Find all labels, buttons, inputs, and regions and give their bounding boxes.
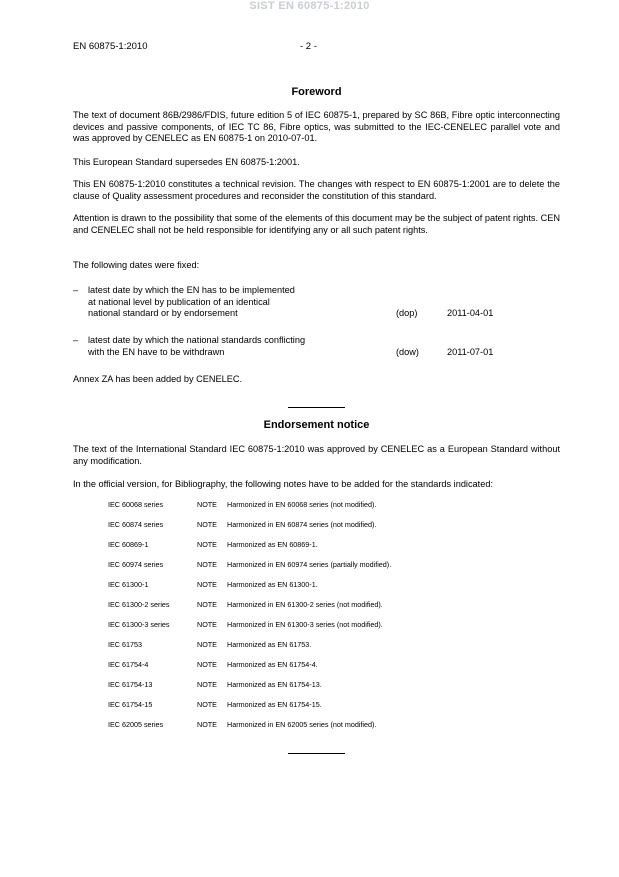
list-item — [108, 597, 528, 617]
list-item — [108, 697, 528, 717]
standard-id: IEC 61300-3 series — [108, 620, 170, 629]
note-text: Harmonized as EN 61754-4. — [227, 660, 318, 669]
date-code: (dop) — [396, 308, 418, 318]
date-value: 2011-07-01 — [447, 346, 494, 357]
foreword-paragraph: This European Standard supersedes EN 60875-1:2001. — [73, 157, 300, 167]
standard-id: IEC 60869-1 — [108, 540, 149, 549]
note-text: Harmonized in EN 60874 series (not modified). — [227, 520, 377, 529]
note-text: Harmonized in EN 62005 series (not modified). — [227, 720, 377, 729]
note-label: NOTE — [197, 720, 217, 729]
date-item-line: latest date by which the EN has to be implemented — [88, 285, 295, 295]
standard-id: IEC 61754-15 — [108, 700, 153, 709]
list-item — [108, 557, 528, 577]
date-item-line: latest date by which the national standards conflicting — [88, 335, 306, 345]
note-text: Harmonized in EN 61300-3 series (not modified). — [227, 620, 383, 629]
note-text: Harmonized in EN 60068 series (not modified). — [227, 500, 377, 509]
date-item-text — [88, 285, 368, 320]
header-page-number: - 2 - — [300, 41, 317, 52]
standard-id: IEC 61300-2 series — [108, 600, 170, 609]
note-text: Harmonized in EN 61300-2 series (not modified). — [227, 600, 383, 609]
foreword-paragraph: The following dates were fixed: — [73, 260, 200, 270]
note-label: NOTE — [197, 680, 217, 689]
endorsement-title: Endorsement notice — [263, 419, 370, 431]
foreword-paragraph: This EN 60875-1:2010 constitutes a technical revision. The changes with respect to EN 60875-1:2001 are to delete the clause of Quality assessment procedures and reconsider the constitution of this standard. — [73, 179, 560, 201]
note-label: NOTE — [197, 520, 217, 529]
note-label: NOTE — [197, 560, 217, 569]
note-label: NOTE — [197, 500, 217, 509]
standard-id: IEC 62005 series — [108, 720, 164, 729]
foreword-paragraph: Attention is drawn to the possibility that some of the elements of this document may be the subject of patent rights. CEN and CENELEC shall not be held responsible for identifying any or all such patent rights. — [73, 213, 560, 235]
foreword-paragraph: The text of document 86B/2986/FDIS, future edition 5 of IEC 60875-1, prepared by SC 86B, Fibre optic interconnecting devices and passive components, of IEC TC 86, Fibre optics, was submitted to the IEC-CENELEC parallel vote and was approved by CENELEC as EN 60875-1 on 2010-07-01. — [73, 110, 560, 143]
list-dash: – — [73, 285, 79, 295]
date-item-line: at national level by publication of an identical — [88, 296, 270, 307]
note-label: NOTE — [197, 540, 217, 549]
note-text: Harmonized as EN 61300-1. — [227, 580, 318, 589]
date-item-line: national standard or by endorsement — [88, 308, 238, 318]
standard-id: IEC 61754-4 — [108, 660, 149, 669]
watermark: SIST EN 60875-1:2010 — [249, 0, 370, 12]
note-label: NOTE — [197, 660, 217, 669]
list-item — [108, 677, 528, 697]
note-label: NOTE — [197, 620, 217, 629]
section-divider — [288, 407, 345, 408]
note-text: Harmonized as EN 61754-13. — [227, 680, 322, 689]
endorsement-paragraph: The text of the International Standard IEC 60875-1:2010 was approved by CENELEC as a European Standard without any modification. — [73, 444, 560, 466]
endorsement-paragraph: In the official version, for Bibliography, the following notes have to be added for the standards indicated: — [73, 479, 493, 489]
note-text: Harmonized in EN 60974 series (partially modified). — [227, 560, 392, 569]
standard-id: IEC 60974 series — [108, 560, 164, 569]
standard-id: IEC 61300-1 — [108, 580, 149, 589]
list-dash: – — [73, 335, 79, 345]
header-doc-id: EN 60875-1:2010 — [73, 41, 148, 52]
note-label: NOTE — [197, 600, 217, 609]
list-item — [108, 537, 528, 557]
section-divider — [288, 753, 345, 754]
note-label: NOTE — [197, 640, 217, 649]
list-item — [108, 497, 528, 517]
list-item — [108, 517, 528, 537]
list-item — [108, 657, 528, 677]
date-item-line: with the EN have to be withdrawn — [88, 346, 225, 357]
standards-list — [108, 497, 528, 737]
list-item — [108, 577, 528, 597]
date-value: 2011-04-01 — [447, 308, 494, 318]
note-text: Harmonized as EN 60869-1. — [227, 540, 318, 549]
note-label: NOTE — [197, 580, 217, 589]
note-label: NOTE — [197, 700, 217, 709]
list-item — [108, 717, 528, 737]
list-item — [108, 617, 528, 637]
annex-note: Annex ZA has been added by CENELEC. — [73, 374, 243, 384]
standard-id: IEC 61754-13 — [108, 680, 153, 689]
standard-id: IEC 60874 series — [108, 520, 164, 529]
standard-id: IEC 60068 series — [108, 500, 164, 509]
list-item — [108, 637, 528, 657]
note-text: Harmonized as EN 61753. — [227, 640, 312, 649]
foreword-title: Foreword — [291, 86, 342, 98]
note-text: Harmonized as EN 61754-15. — [227, 700, 322, 709]
date-item-text — [88, 335, 368, 358]
date-code: (dow) — [396, 346, 419, 357]
standard-id: IEC 61753 — [108, 640, 142, 649]
